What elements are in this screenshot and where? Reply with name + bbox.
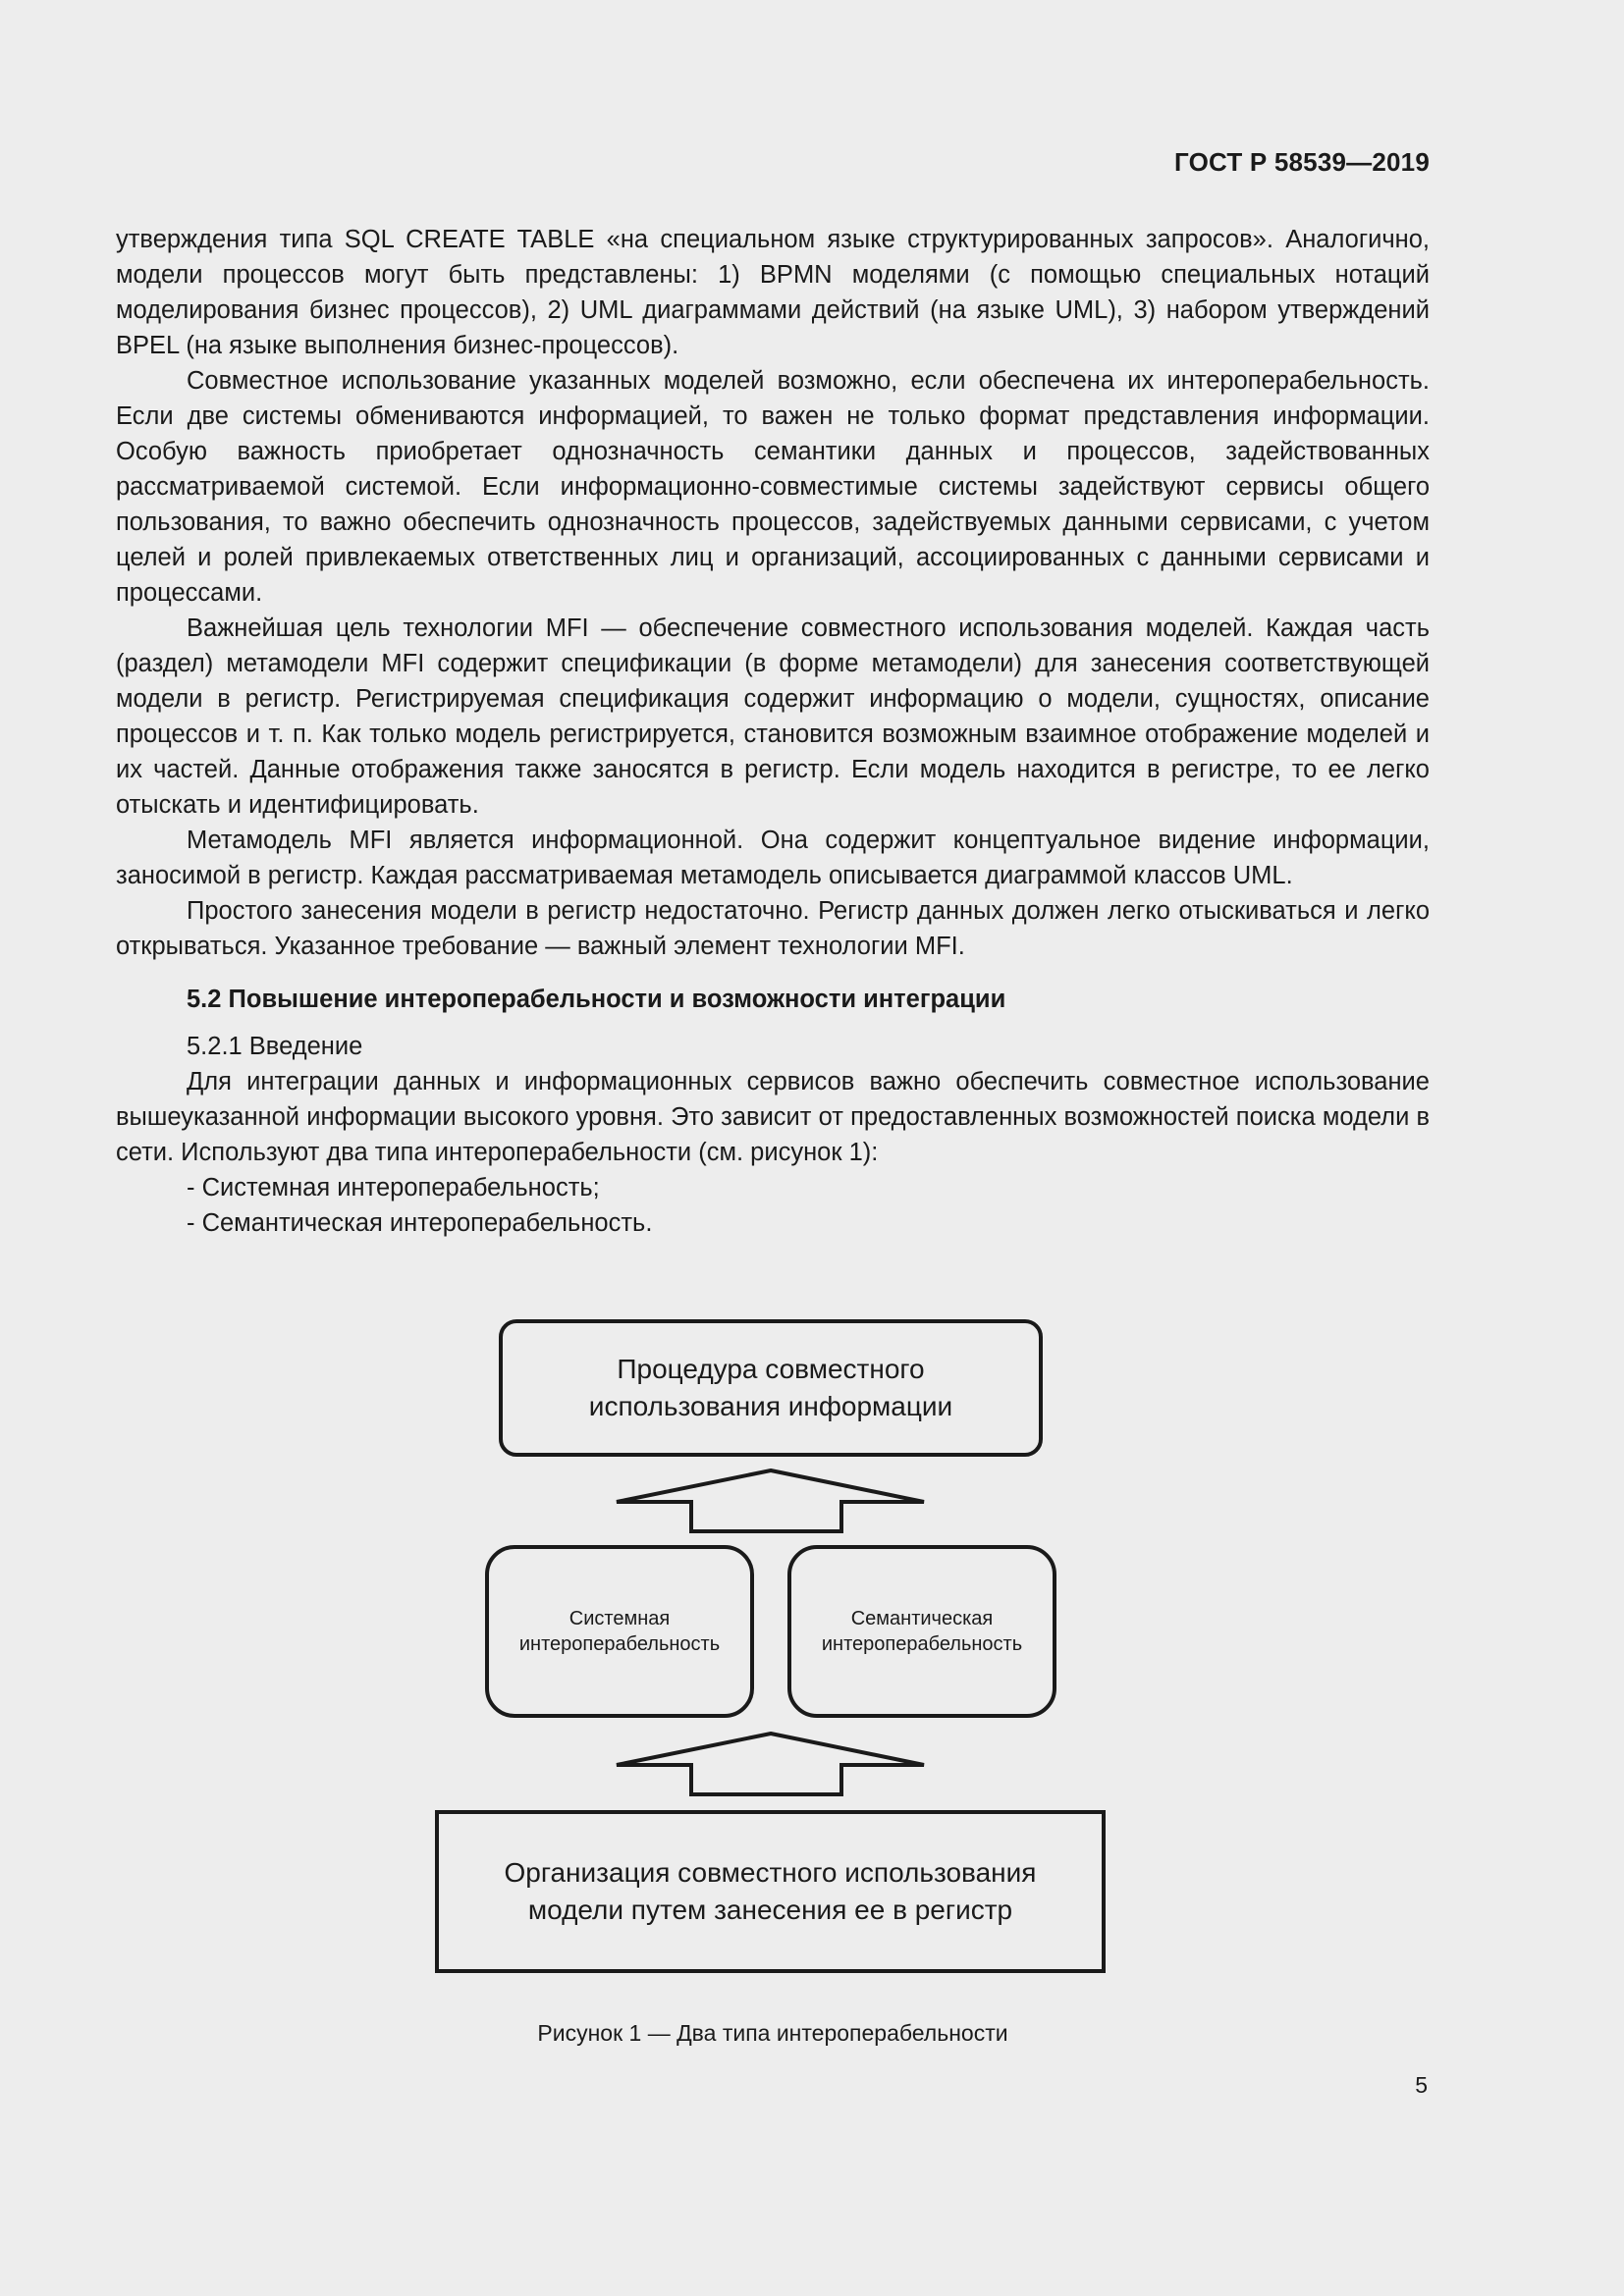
up-arrow-icon [613,1468,929,1533]
box-label-line: Семантическая [850,1608,994,1629]
paragraph-mfi-goal: Важнейшая цель технологии MFI — обеспечение совместного использования моделей. Каждая часть (раздел) метамодели MFI содержит спецификации (в форме метамодели) для занесения соответствующей модели в регистр. Регистрируемая спецификация содержит информацию о модели, сущностях, описание процессов и т. п. Как только модель регистрируется, становится возможным взаимное отображение моделей и их частей. Данные отображения также заносятся в регистр. Если модель находится в регистре, то ее легко отыскать и идентифицировать. [116,614,1430,819]
box-label-line: Организация совместного использования [504,1857,1037,1888]
model-registration-box [435,1810,1106,1973]
box-label-line: интероперабельность [518,1633,721,1655]
semantic-interoperability-box [787,1545,1056,1718]
box-label-line: интероперабельность [821,1633,1023,1655]
box-label-line: использования информации [588,1391,953,1421]
paragraph-registry: Простого занесения модели в регистр недостаточно. Регистр данных должен легко отыскиваться и легко открываться. Указанное требование — важный элемент технологии MFI. [116,897,1430,960]
subsection-title: 5.2.1 Введение [187,1033,363,1060]
paragraph-continuation: утверждения типа SQL CREATE TABLE «на специальном языке структурированных запросов». Аналогично, модели процессов могут быть представлены: 1) BPMN моделями (с помощью специальных нотаций моделирования бизнес процессов), 2) UML диаграммами действий (на языке UML), 3) набором утверждений BPEL (на языке выполнения бизнес-процессов). [116,226,1430,359]
figure-caption: Рисунок 1 — Два типа интероперабельности [537,2020,1008,2046]
list-item: - Системная интероперабельность; [187,1174,600,1201]
page-number: 5 [1415,2072,1428,2098]
figure-interoperability-diagram [0,1306,1624,1993]
up-arrow-icon [613,1732,929,1796]
box-label-line: Процедура совместного [617,1354,925,1384]
list-item: - Семантическая интероперабельность. [187,1209,653,1237]
body-text [116,222,1430,1241]
box-label-line: Системная [568,1608,671,1629]
box-label-line: модели путем занесения ее в регистр [527,1895,1013,1925]
section-title: 5.2 Повышение интероперабельности и возможности интеграции [187,986,1006,1013]
standard-code: ГОСТ Р 58539—2019 [1174,147,1430,177]
paragraph-integration: Для интеграции данных и информационных сервисов важно обеспечить совместное использование вышеуказанной информации высокого уровня. Это зависит от предоставленных возможностей поиска модели в сети. Используют два типа интероперабельности (см. рисунок 1): [116,1068,1430,1166]
system-interoperability-box [485,1545,754,1718]
info-sharing-box [499,1319,1043,1457]
paragraph-mfi-metamodel: Метамодель MFI является информационной. Она содержит концептуальное видение информации, заносимой в регистр. Каждая рассматриваемая метамодель описывается диаграммой классов UML. [116,827,1430,889]
paragraph-interoperability: Совместное использование указанных моделей возможно, если обеспечена их интероперабельность. Если две системы обмениваются информацией, то важен не только формат представления информации. Особую важность приобретает однозначность семантики данных и процессов, задействованных рассматриваемой системой. Если информационно-совместимые системы задействуют сервисы общего пользования, то важно обеспечить однозначность процессов, задействуемых данными сервисами, с учетом целей и ролей привлекаемых ответственных лиц и организаций, ассоциированных с данными сервисами и процессами. [116,367,1430,607]
